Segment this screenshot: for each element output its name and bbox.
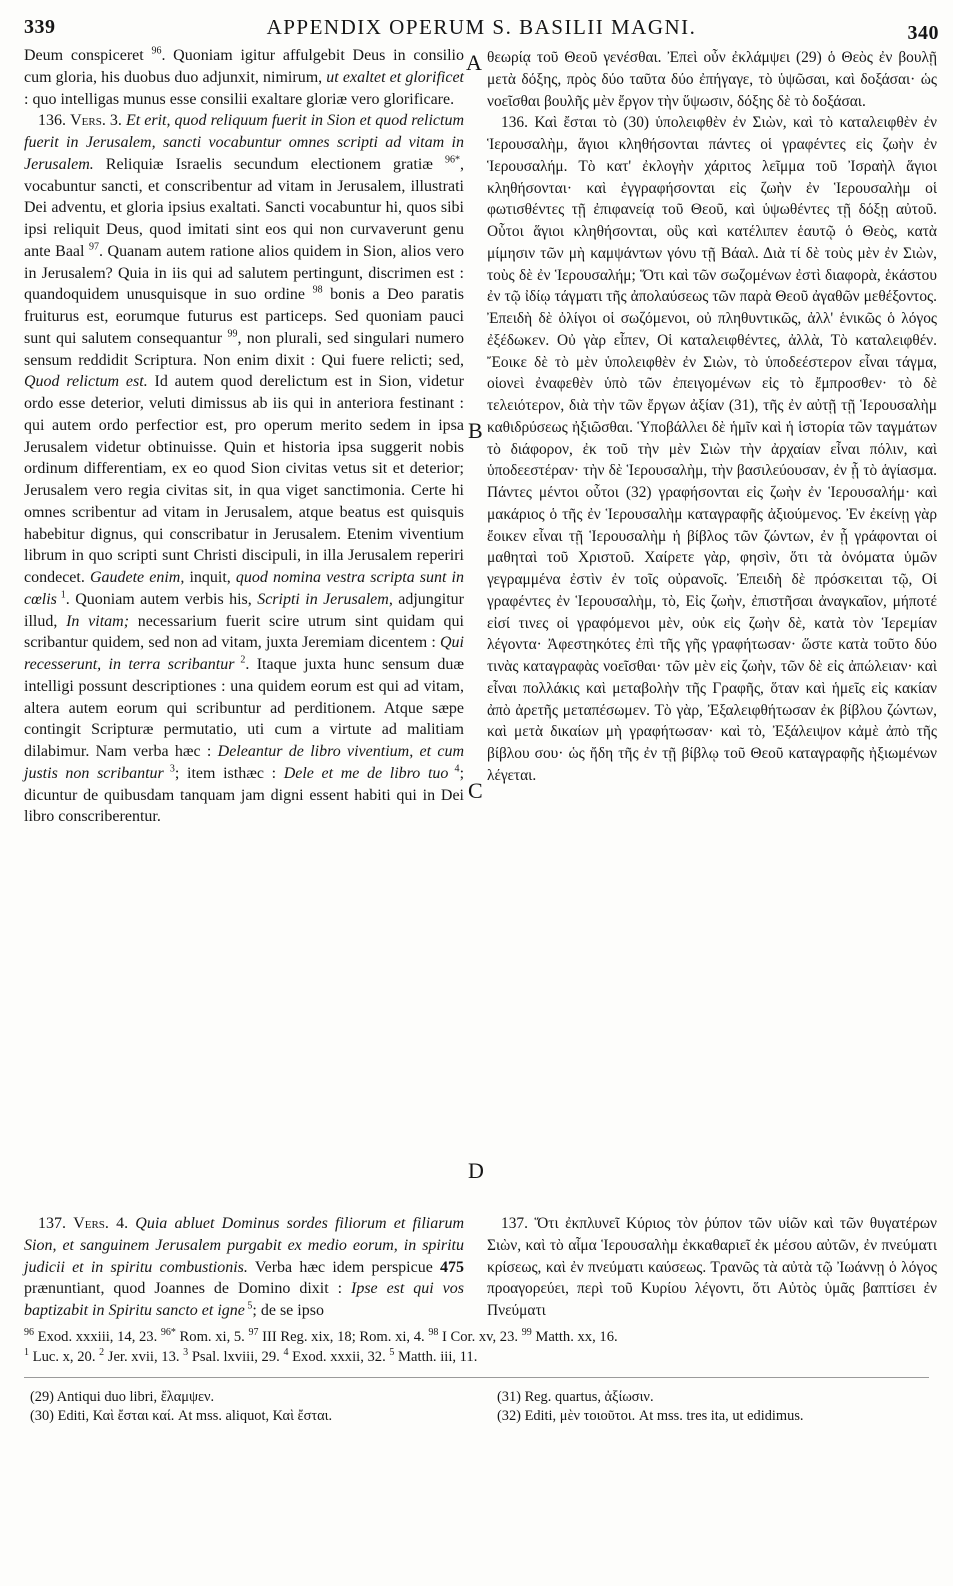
text-run: Id autem quod derelictum est in Sion, videtur ordo esse deterior, veluti dimissus ab iis qui in anteriora festinant : qui autem ordo perfectior est, pro operum merito sedem in ipsa Jerusalem videtur obtinuisse. Quin et historia ipsa suggerit nobis ordinum differentiam, ex eo quod Sion civitas vetus sit et deterior; Jerusalem vero regia civitas sit, in qua viget sanctimonia. Certe hi omnes scribentur ad vitam in Jerusalem, atque beatus est quisquis habebitur dignus, qui conscribatur in Jerusalem. Etenim viventium librum in quo scripti sunt Christi discipuli, in illa Jerusalem reperiri condecet. xyxy=(24,373,464,586)
footnote-ref: 96 xyxy=(24,1327,34,1339)
text-run: 136. xyxy=(38,112,71,130)
footnote-ref: 98 xyxy=(312,284,323,296)
page-number-left: 339 xyxy=(24,16,56,38)
footnote-ref: 4 xyxy=(448,763,460,775)
text-run: , vocabuntur sancti, et conscribentur ad vitam in Jerusalem, illustrati Dei adventu, et gloria ipsius exaltati. Sancti vocabuntur hi, quos sibi ipsi reliquit Deus, quod imitati sint eos qui non curvaverunt genu ante Baal xyxy=(24,155,464,260)
footnote-ref: 99 xyxy=(521,1327,532,1339)
text-run: bonis a Deo paratis fruiturus est, eorumque futurus est particeps. Sed quoniam pauci sunt qui salutem consequantur xyxy=(24,286,465,347)
footnote-divider xyxy=(24,1377,929,1378)
greek-column-lower xyxy=(487,1213,937,1322)
text-run: Jer. xvii, 13. xyxy=(104,1349,184,1365)
footnote-ref: 97 xyxy=(89,241,99,253)
greek-paragraph: 137. Ὅτι ἐκπλυνεῖ Κύριος τὸν ῥύπον τῶν υἱῶν καὶ τῶν θυγατέρων Σιὼν, καὶ τὸ αἷμα Ἱερουσαλὴμ ἐκκαθαριεῖ ἐκ μέσου αὐτῶν, ἐν πνεύματι κρίσεως, καὶ ἐν πνεύματι καύσεως. Τρανῶς τὰ αὐτὰ τῷ Ἰωάννῃ ὁ λόγος προαγορεύει, περὶ τοῦ Κυρίου λέγοντι, ὅτι Αὐτὸς ὑμᾶς βαπτίσει ἐν Πνεύματι xyxy=(487,1215,937,1319)
variant-note: (32) Editi, μὲν τοιοῦτοι. At mss. tres ita, ut edidimus. xyxy=(497,1408,804,1424)
footnote-ref: 97 xyxy=(248,1327,259,1339)
latin-paragraph xyxy=(24,1213,464,1322)
text-run: Scripti in Jerusalem, xyxy=(257,590,393,608)
text-run: Exod. xxxii, 32. xyxy=(288,1349,390,1365)
footnote-ref: 96 xyxy=(151,45,162,57)
text-run: Rom. xi, 5. xyxy=(175,1329,249,1345)
text-run: . Itaque juxta hunc sensum duæ intelligi possunt descriptiones : una quidem eorum est qui ad vitam, altera autem eorum qui scribuntur ad perditionem. Atque sæpe contingit Scripturæ permutatio, uti cum a virtute ad malitiam dilabimur. Nam verba hæc : xyxy=(24,656,464,760)
footnote-ref: 1 xyxy=(24,1347,29,1359)
greek-column xyxy=(487,47,937,787)
text-run: prænuntiant, quod Joannes de Domino dixit : xyxy=(24,1280,351,1298)
text-run: Dele et me de libro tuo xyxy=(283,764,449,782)
text-run: Luc. x, 20. xyxy=(29,1349,100,1365)
page-number-right: 340 xyxy=(907,22,939,44)
text-run: . Quoniam autem verbis his, xyxy=(65,590,258,608)
variant-note: (30) Editi, Καὶ ἔσται καί. At mss. aliquot, Καὶ ἔσται. xyxy=(30,1408,333,1424)
greek-paragraph: 136. Καὶ ἔσται τὸ (30) ὑπολειφθὲν ἐν Σιὼν, καὶ τὸ καταλειφθὲν ἐν Ἱερουσαλὴμ, ἅγιοι κληθήσονται πάντες οἱ γραφέντες εἰς ζωὴν ἐν Ἱερουσαλήμ. Τὸ κατ' ἐκλογὴν χάριτος λεῖμμα τοῦ Ἰσραὴλ ἅγιοι κληθήσονται· καὶ ἐγγραφήσονται εἰς ζωὴν ἐν Ἱερουσαλὴμ οἱ φωτισθέντες τῇ ἐπιφανείᾳ τοῦ Θεοῦ, καὶ ὑψωθέντες τῇ δόξῃ αὐτοῦ. Οὗτοι ἅγιοι κληθήσονται, οὓς καὶ κατέλιπεν ἑαυτῷ ὁ Θεὸς, κατὰ μίμησιν τῶν μὴ καμψάντων γόνυ τῇ Βάαλ. Διὰ τί δὲ τοὺς μὲν ἐν Σιὼν, τοὺς δὲ ἐν Ἱερουσαλήμ; Ὅτι καὶ τῶν σωζομένων ἐστὶ διαφορὰ, ἑκάστου ἐν τῷ ἰδίῳ τάγματι τῆς ἀπολαύσεως τῶν παρὰ Θεοῦ ἀγαθῶν μεθέξοντος. Ἐπειδὴ δὲ ὀλίγοι οἱ σωζόμενοι, οὐ πληθυντικῶς, ἀλλ' ἑνικῶς ὁ λόγος ἐξέδωκεν. Οὐ γὰρ εἶπεν, Οἱ καταλειφθέντες, ἀλλὰ, Τὸ καταλειφθέν. Ἔοικε δὲ τὸ μὲν ὑπολειφθὲν ἐν Σιὼν, τὸ ὑποδεέστερον εἶναι τάγμα, οἱονεὶ ἐναφεθὲν ὑπὸ τῶν ἐπειγομένων εἰς τὸ ἔμπροσθεν· τὸ δὲ τελειότερον, διὰ τὴν τῶν ἔργων ἀξίαν (31), τῆς ἐν αὐτῇ τῇ Ἱερουσαλὴμ καθιδρύσεως ἠξιῶσθαι. Ὑποβάλλει δὲ ἡμῖν καὶ ἡ ἱστορία τῶν ταγμάτων τὸ διάφορον, ἐκ τοῦ τὴν μὲν Σιὼν τὴν ἀρχαίαν εἶναι πόλιν, καὶ ὑποδεεστέραν· τὴν δὲ Ἱερουσαλὴμ, τὴν βασιλεύουσαν, ἐν ᾗ τὸ ἁγίασμα. Πάντες μέντοι οὗτοι (32) γραφήσονται εἰς ζωὴν ἐν Ἱερουσαλήμ· καὶ μακάριος ὁ τῆς ἐν Ἱερουσαλὴμ καταγραφῆς ἀξιούμενος. Ἐν ἐκείνῃ γὰρ ἔοικεν εἶναι τῇ Ἱερουσαλὴμ ἡ βίβλος τῶν ζώντων, ἐν ᾗ γράφονται οἱ μαθηταὶ τοῦ Χριστοῦ. Χαίρετε γὰρ, φησὶν, ὅτι τὰ ὀνόματα ὑμῶν γεγραμμένα ἐστὶν ἐν τοῖς οὐρανοῖς. Ἐπειδὴ δὲ πρόσκειται τῷ, Οἱ γραφέντες ἐν Ἱερουσαλὴμ, τὸ, Εἰς ζωὴν, ἐπιστῆσαι ἀναγκαῖον, μήποτέ εἰσί τινες οἱ γραφόμενοι μὲν, οὐκ εἰς ζωὴν δὲ, κατὰ τὸν Ἱερεμίαν λέγοντα· Ἀφεστηκότες ἐπὶ τῆς γῆς γραφήτωσαν· ὥστε κατὰ τοῦτο δύο τινὰς καταγραφὰς νοεῖσθαι· τῶν μὲν εἰς ζωὴν, τῶν δὲ εἰς ἀπώλειαν· καὶ εἶναι πολλάκις καὶ μεταβολὴν τῆς Γραφῆς, ὅταν καὶ ἡμεῖς εἰς κακίαν ἀπὸ ἀρετῆς μεταπέσωμεν. Τὸ γὰρ, Ἐξαλειφθήτωσαν ἐκ βίβλου ζώντων, καὶ μετὰ δικαίων μὴ γραφήτωσαν· καὶ τὸ, Ἐξάλειψον κἀμὲ ἀπὸ τῆς βίβλου σου· ὡς ἤδη τῆς ἐν τῇ βίβλῳ τοῦ Θεοῦ καταγραφῆς ἠξιωμένων λέγεται. xyxy=(487,114,937,784)
text-run: Matth. xx, 16. xyxy=(531,1329,618,1345)
footnote-ref: 2 xyxy=(234,654,246,666)
text-run: , non plurali, sed singulari numero sensum reddidit Scriptura. Non enim dixit : Qui fuere relicti; sed, xyxy=(24,329,464,369)
footnote-ref: 4 xyxy=(283,1347,289,1359)
text-run: Psal. lxviii, 29. xyxy=(188,1349,284,1365)
text-run: Vers xyxy=(70,112,102,130)
text-run: ; dicuntur de quibusdam tanquam jam digni essent habiti qui in Dei libro conscriberentur. xyxy=(24,764,465,826)
text-run: : quo intelligas munus esse consilii exaltare gloriæ vero glorificare. xyxy=(24,90,455,108)
variant-notes-right xyxy=(497,1388,937,1426)
text-run: Reliquiæ Israelis secundum electionem gratiæ xyxy=(93,155,445,173)
text-run: I Cor. xv, 23. xyxy=(438,1329,522,1345)
text-run: quod nomina vestra scripta sunt in cœlis xyxy=(24,569,465,608)
variant-note: (29) Antiqui duo libri, ἔλαμψεν. xyxy=(30,1389,215,1405)
text-run: In vitam; xyxy=(66,612,130,630)
text-run: Exod. xxxiii, 14, 23. xyxy=(34,1329,161,1345)
text-run: Quia abluet Dominus sordes filiorum et filiarum Sion, et sanguinem Jerusalem purgabit ex medio eorum, in spiritu judicii et in spiritu combustionis. xyxy=(24,1215,465,1276)
text-run: ut exaltet et glorificet xyxy=(326,68,465,86)
latin-column-lower xyxy=(24,1213,464,1322)
text-run: adjungitur illud, xyxy=(24,590,465,630)
text-run: . Quanam autem ratione alios quidem in Sion, alios vero in Jerusalem? Quia in iis qui ad salutem pertingunt, discrimen est : quandoquidem unusquisque in suo ordine xyxy=(24,242,464,304)
text-run: necessarium fuerit scire utrum sint quidam qui scribantur quidem, sed non ad vitam, juxta Jeremiam dicentem : xyxy=(24,612,464,652)
latin-paragraph xyxy=(24,45,464,110)
text-run: III Reg. xix, 18; Rom. xi, 4. xyxy=(258,1329,429,1345)
margin-letter-d: D xyxy=(468,1158,484,1183)
variant-note: (31) Reg. quartus, ἀξίωσιν. xyxy=(497,1389,654,1405)
running-title: APPENDIX OPERUM S. BASILII MAGNI. xyxy=(266,15,697,39)
footnote-ref: 96* xyxy=(445,154,460,166)
text-run: Deum conspiceret xyxy=(24,47,152,64)
greek-paragraph: θεωρίᾳ τοῦ Θεοῦ γενέσθαι. Ἐπεὶ οὖν ἐκλάμψει (29) ὁ Θεὸς ἐν βουλῇ μετὰ δόξης, πρὸς δύο ταῦτα δύο ἐπήγαγε, τὸ ὑψῶσαι, καὶ δοξάσαι· ὡς νοεῖσθαι βουλῆς μὲν ἔργον τὴν ὕψωσιν, δόξης δὲ τὸ δοξάσαι. xyxy=(487,49,937,110)
text-run: 475 xyxy=(440,1258,465,1276)
margin-letter-a: A xyxy=(466,50,482,75)
footnote-ref: 98 xyxy=(428,1327,439,1339)
text-run: Verba hæc idem perspicue xyxy=(247,1258,441,1276)
text-run: . 4. xyxy=(104,1215,136,1232)
text-run: Qui recesserunt, in terra scribantur xyxy=(24,634,464,673)
footnote-ref: 1 xyxy=(56,589,66,601)
footnote-line xyxy=(24,1347,939,1367)
footnote-ref: 96* xyxy=(160,1327,176,1339)
margin-letter-c: C xyxy=(468,778,483,803)
text-run: Et erit, quod reliquum fuerit in Sion et quod relictum fuerit in Jerusalem, sancti vocabuntur omnes scripti ad vitam in Jerusalem. xyxy=(24,112,465,173)
text-run: Deleantur de libro viventium, et cum justis non scribantur xyxy=(24,743,464,782)
text-run: Gaudete enim, xyxy=(89,569,185,586)
margin-letter-b: B xyxy=(468,418,483,443)
text-run: ; de se ipso xyxy=(252,1302,324,1319)
text-run: Vers xyxy=(73,1215,105,1232)
text-run: inquit, xyxy=(184,569,236,586)
running-header xyxy=(24,10,939,42)
text-run: 137. xyxy=(38,1215,74,1232)
footnote-ref: 99 xyxy=(227,328,238,340)
footnote-line xyxy=(24,1327,939,1347)
text-run: Quod relictum est. xyxy=(24,373,148,391)
footnote-ref: 2 xyxy=(99,1347,105,1359)
text-run: Matth. iii, 11. xyxy=(394,1349,478,1365)
footnote-ref: 5 xyxy=(244,1300,253,1312)
footnote-ref: 3 xyxy=(163,763,175,775)
latin-paragraph xyxy=(24,110,464,828)
text-run: . Quoniam igitur affulgebit Deus in consilio cum gloria, his duobus duo adjunxit, nimirum, xyxy=(24,47,464,86)
latin-column xyxy=(24,45,464,828)
footnote-ref: 3 xyxy=(183,1347,189,1359)
text-run: Ipse est qui vos baptizabit in Spiritu sancto et igne xyxy=(24,1280,464,1319)
scripture-footnotes xyxy=(24,1327,939,1367)
text-run: . 3. xyxy=(101,112,126,130)
text-run: ; item isthæc : xyxy=(174,764,284,782)
footnote-ref: 5 xyxy=(389,1347,395,1359)
variant-notes-left xyxy=(30,1388,470,1426)
